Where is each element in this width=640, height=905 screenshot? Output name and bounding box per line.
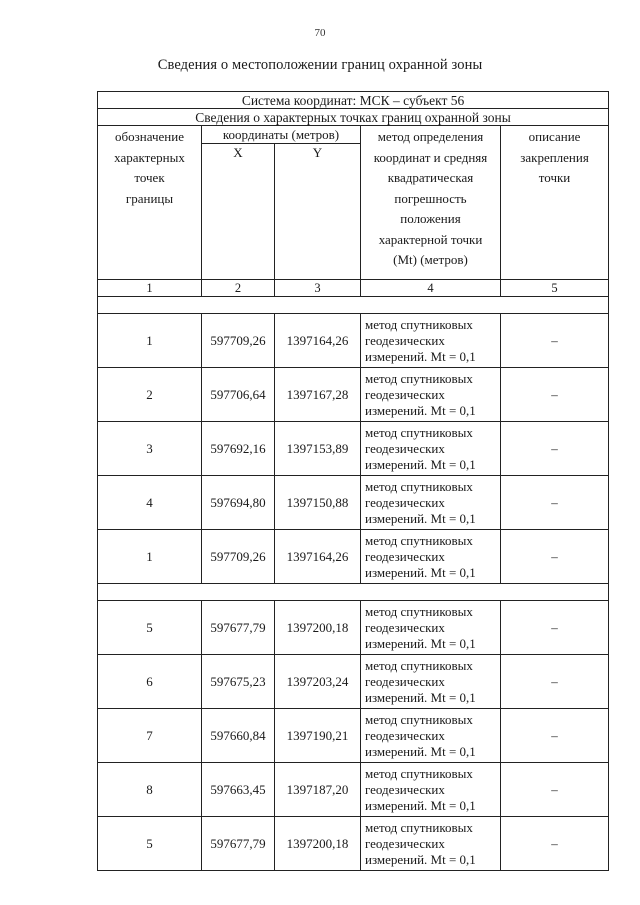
method-cell: метод спутниковых геодезических измерений. Mt = 0,1	[361, 709, 501, 763]
description-cell: –	[501, 368, 609, 422]
page-title: Сведения о местоположении границ охранной зоны	[157, 57, 483, 73]
x-coordinate-cell: 597675,23	[202, 655, 275, 709]
y-coordinate-cell: 1397190,21	[275, 709, 361, 763]
x-coordinate-cell: 597660,84	[202, 709, 275, 763]
x-coordinate-cell: 597694,80	[202, 476, 275, 530]
point-number-cell: 4	[98, 476, 202, 530]
table-row	[98, 368, 609, 422]
table-row	[98, 476, 609, 530]
point-number-cell: 5	[98, 601, 202, 655]
description-cell: –	[501, 655, 609, 709]
x-coordinate-cell: 597692,16	[202, 422, 275, 476]
y-coordinate-cell: 1397200,18	[275, 601, 361, 655]
point-number-cell: 3	[98, 422, 202, 476]
method-cell: метод спутниковых геодезических измерений. Mt = 0,1	[361, 530, 501, 584]
method-cell: метод спутниковых геодезических измерений. Mt = 0,1	[361, 314, 501, 368]
x-coordinate-cell: 597709,26	[202, 314, 275, 368]
column-numbers-row: 1 2 3 4 5	[98, 280, 609, 297]
y-coordinate-cell: 1397164,26	[275, 530, 361, 584]
section-caption: Сведения о характерных точках границ охранной зоны	[98, 109, 609, 126]
y-coordinate-cell: 1397203,24	[275, 655, 361, 709]
method-cell: метод спутниковых геодезических измерений. Mt = 0,1	[361, 476, 501, 530]
x-coordinate-cell: 597709,26	[202, 530, 275, 584]
description-cell: –	[501, 476, 609, 530]
table-row	[98, 601, 609, 655]
header-y: Y	[275, 144, 361, 280]
header-method: метод определения координат и средняя квадратическая погрешность положения характерной точки (Mt) (метров)	[361, 126, 501, 280]
table-row	[98, 709, 609, 763]
contour-separator-row	[98, 584, 609, 601]
page-number: 70	[314, 27, 326, 39]
method-cell: метод спутниковых геодезических измерений. Mt = 0,1	[361, 817, 501, 871]
y-coordinate-cell: 1397200,18	[275, 817, 361, 871]
table-row	[98, 655, 609, 709]
description-cell: –	[501, 763, 609, 817]
y-coordinate-cell: 1397153,89	[275, 422, 361, 476]
point-number-cell: 2	[98, 368, 202, 422]
point-number-cell: 5	[98, 817, 202, 871]
table-row	[98, 422, 609, 476]
contour-separator-row	[98, 297, 609, 314]
method-cell: метод спутниковых геодезических измерений. Mt = 0,1	[361, 368, 501, 422]
y-coordinate-cell: 1397167,28	[275, 368, 361, 422]
description-cell: –	[501, 817, 609, 871]
point-number-cell: 8	[98, 763, 202, 817]
x-coordinate-cell: 597677,79	[202, 601, 275, 655]
method-cell: метод спутниковых геодезических измерений. Mt = 0,1	[361, 422, 501, 476]
x-coordinate-cell: 597663,45	[202, 763, 275, 817]
point-number-cell: 1	[98, 530, 202, 584]
header-point-designation: обозначение характерных точек границы	[98, 126, 202, 280]
x-coordinate-cell: 597706,64	[202, 368, 275, 422]
table-row	[98, 530, 609, 584]
point-number-cell: 7	[98, 709, 202, 763]
header-description: описание закрепления точки	[501, 126, 609, 280]
table-row	[98, 314, 609, 368]
description-cell: –	[501, 601, 609, 655]
coordinate-system-caption: Система координат: МСК – субъект 56	[98, 92, 609, 109]
table-row	[98, 763, 609, 817]
method-cell: метод спутниковых геодезических измерений. Mt = 0,1	[361, 655, 501, 709]
y-coordinate-cell: 1397187,20	[275, 763, 361, 817]
table-row	[98, 817, 609, 871]
boundary-points-table	[97, 91, 609, 871]
method-cell: метод спутниковых геодезических измерений. Mt = 0,1	[361, 601, 501, 655]
description-cell: –	[501, 709, 609, 763]
x-coordinate-cell: 597677,79	[202, 817, 275, 871]
description-cell: –	[501, 422, 609, 476]
header-x: X	[202, 144, 275, 280]
description-cell: –	[501, 314, 609, 368]
description-cell: –	[501, 530, 609, 584]
point-number-cell: 1	[98, 314, 202, 368]
y-coordinate-cell: 1397150,88	[275, 476, 361, 530]
method-cell: метод спутниковых геодезических измерений. Mt = 0,1	[361, 763, 501, 817]
y-coordinate-cell: 1397164,26	[275, 314, 361, 368]
point-number-cell: 6	[98, 655, 202, 709]
header-coordinates: координаты (метров)	[202, 126, 361, 144]
